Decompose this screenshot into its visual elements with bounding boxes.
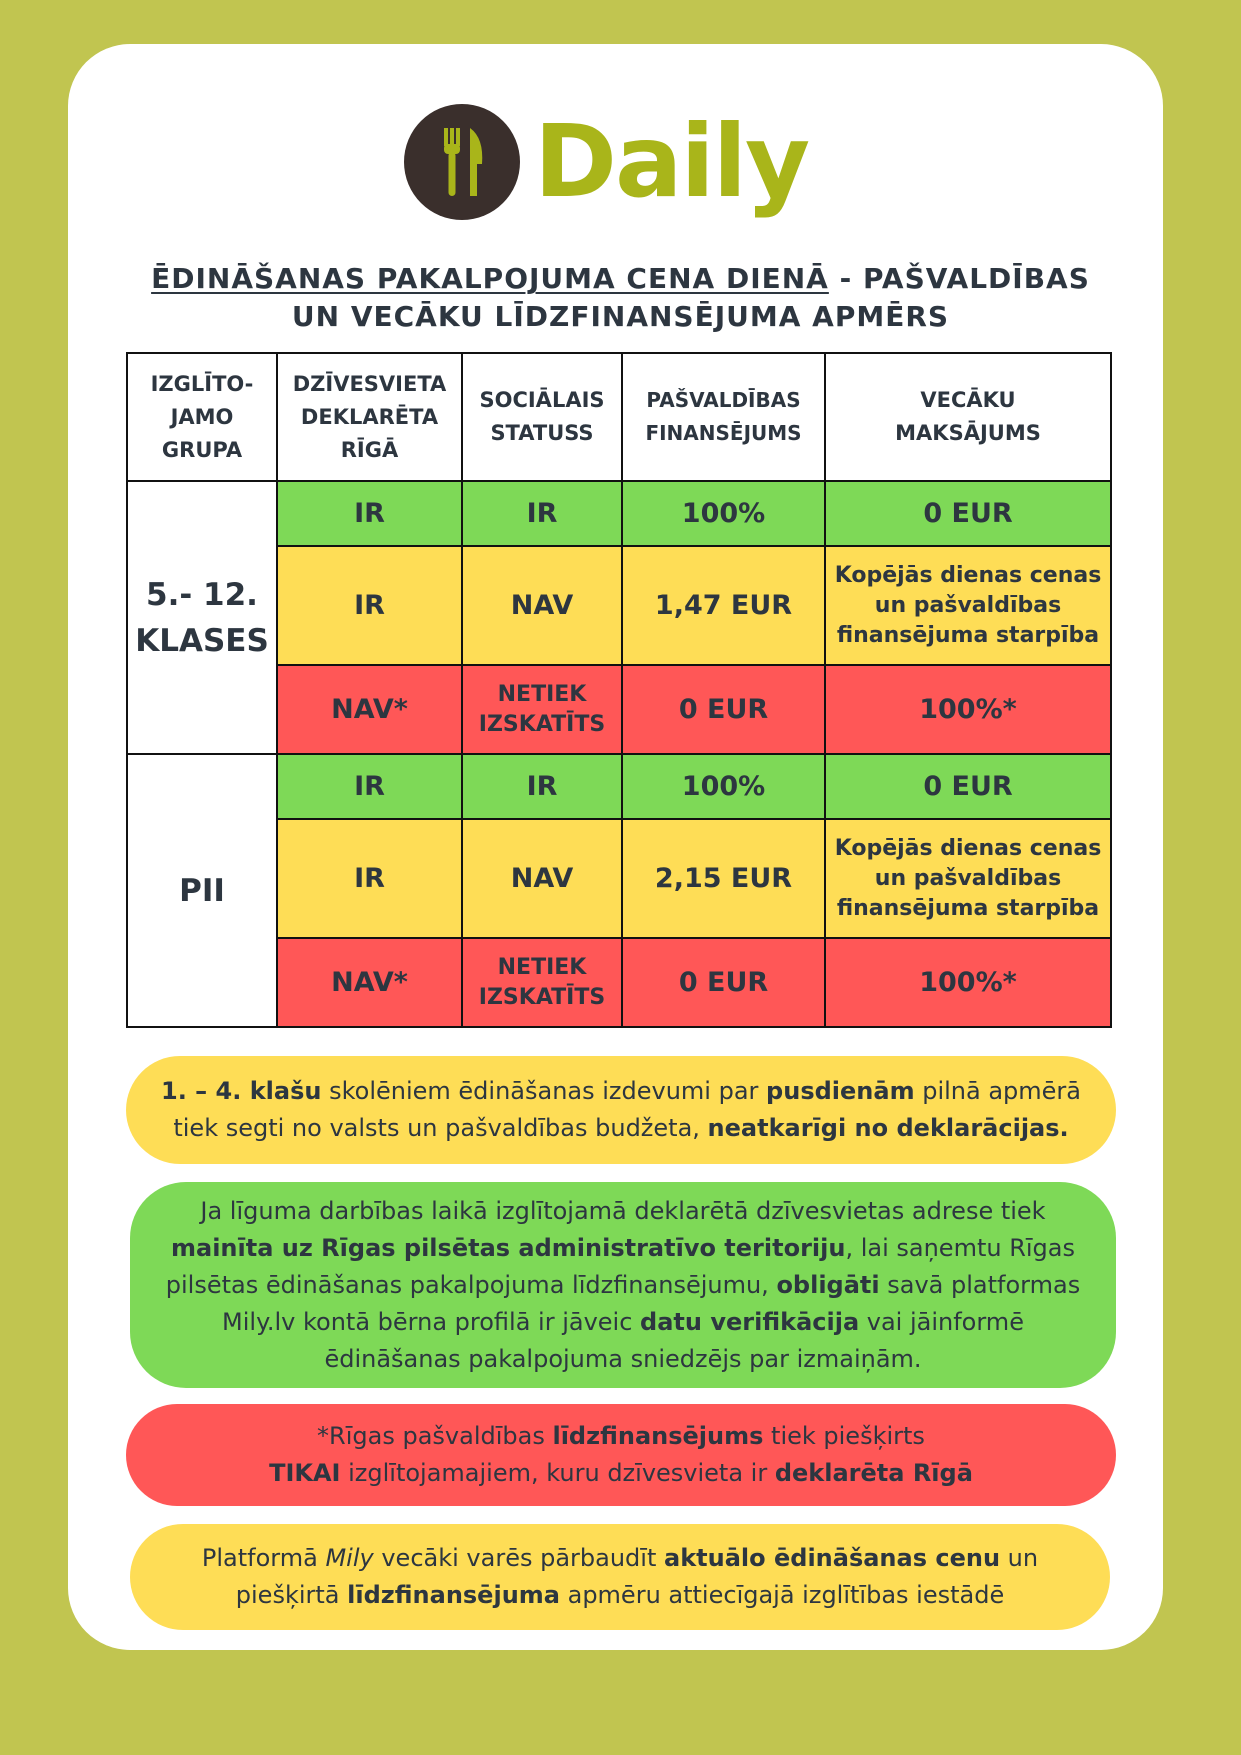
header-text: IZGLĪTO- (150, 371, 254, 396)
group-label-line: 5.- 12. (146, 576, 258, 613)
page-title (100, 260, 1141, 336)
parents-cell: 0 EUR (825, 481, 1111, 546)
funding-cell: 1,47 EUR (622, 546, 825, 665)
parents-cell: 100%* (825, 665, 1111, 754)
note-span: pilnā apmērā (914, 1077, 1081, 1105)
note-span: Platformā (201, 1544, 326, 1572)
declared-cell: NAV* (277, 665, 462, 754)
funding-cell: 0 EUR (622, 665, 825, 754)
note-span: vecāki varēs pārbaudīt (373, 1544, 664, 1572)
note-mily-platform (130, 1524, 1110, 1630)
note-span: skolēniem ēdināšanas izdevumi par (321, 1077, 767, 1105)
declared-cell: IR (277, 754, 462, 819)
note-grades-1-4 (126, 1056, 1116, 1164)
title-line2: UN VECĀKU LĪDZFINANSĒJUMA APMĒRS (291, 300, 950, 333)
note-span: Ja līguma darbības laikā izglītojamā deklarētā dzīvesvietas adrese tiek (200, 1196, 1046, 1225)
note-text (166, 1193, 1080, 1378)
note-cofinancing (126, 1404, 1116, 1506)
fork-knife-icon (404, 104, 520, 220)
note-span: *Rīgas pašvaldības (317, 1422, 553, 1450)
parents-cell: 0 EUR (825, 754, 1111, 819)
note-address-change (130, 1182, 1116, 1388)
note-text (269, 1418, 973, 1492)
declared-cell: NAV* (277, 938, 462, 1027)
group-label (127, 481, 277, 754)
header-text: RĪGĀ (340, 437, 399, 462)
note-bold: neatkarīgi no deklarācijas. (707, 1114, 1069, 1142)
header-text: PAŠVALDĪBAS (646, 388, 801, 412)
parents-cell (825, 819, 1111, 938)
header-text: GRUPA (161, 437, 243, 462)
group-label-line: KLASES (135, 622, 269, 659)
header-declared (277, 353, 462, 481)
note-italic: Mily (325, 1544, 374, 1572)
note-bold: obligāti (776, 1270, 880, 1299)
note-bold: 1. – 4. klašu (161, 1077, 322, 1105)
header-text: DZĪVESVIETA (292, 371, 447, 396)
header-text: STATUSS (490, 421, 594, 445)
table-row (127, 754, 1111, 819)
note-span: Mily.lv kontā bērna profilā ir jāveic (222, 1307, 641, 1336)
note-span: vai jāinformē (859, 1307, 1024, 1336)
parents-line: Kopējās dienas cenas (834, 562, 1102, 588)
pricing-table (126, 352, 1112, 1028)
header-text: MAKSĀJUMS (895, 421, 1041, 445)
social-cell: IR (462, 481, 622, 546)
header-parents (825, 353, 1111, 481)
note-text (161, 1073, 1081, 1147)
parents-cell (825, 546, 1111, 665)
parents-line: un pašvaldības (874, 592, 1062, 618)
note-span: ēdināšanas pakalpojuma sniedzējs par izmaiņām. (324, 1344, 922, 1373)
social-line: NETIEK (497, 681, 587, 707)
funding-cell: 100% (622, 754, 825, 819)
header-text: FINANSĒJUMS (645, 421, 802, 445)
social-line: NETIEK (497, 954, 587, 980)
note-span: savā platformas (879, 1270, 1081, 1299)
note-span: apmēru attiecīgajā izglītības iestādē (559, 1581, 1005, 1609)
funding-cell: 0 EUR (622, 938, 825, 1027)
header-group (127, 353, 277, 481)
social-cell (462, 665, 622, 754)
funding-cell: 2,15 EUR (622, 819, 825, 938)
note-bold: mainīta uz Rīgas pilsētas administratīvo teritoriju (171, 1233, 846, 1262)
declared-cell: IR (277, 819, 462, 938)
parents-line: finansējuma starpība (836, 895, 1100, 921)
parents-line: finansējuma starpība (836, 622, 1100, 648)
header-funding (622, 353, 825, 481)
note-bold: pusdienām (766, 1077, 915, 1105)
note-span: pilsētas ēdināšanas pakalpojuma līdzfinansējumu, (165, 1270, 777, 1299)
header-social (462, 353, 622, 481)
social-cell: NAV (462, 819, 622, 938)
daily-logo (404, 104, 814, 232)
social-line: IZSKATĪTS (478, 984, 606, 1010)
note-text (202, 1540, 1038, 1614)
brand-name: Daily (534, 103, 809, 220)
note-bold: līdzfinansējuma (347, 1581, 560, 1609)
social-line: IZSKATĪTS (478, 711, 606, 737)
parents-line: Kopējās dienas cenas (834, 835, 1102, 861)
note-bold: datu verifikācija (640, 1307, 860, 1336)
note-span: , lai saņemtu Rīgas (845, 1233, 1075, 1262)
note-bold: līdzfinansējums (552, 1422, 764, 1450)
header-text: JAMO (170, 404, 234, 429)
header-text: DEKLARĒTA (300, 404, 439, 429)
declared-cell: IR (277, 546, 462, 665)
note-span: izglītojamajiem, kuru dzīvesvieta ir (340, 1459, 775, 1487)
header-text: VECĀKU (920, 388, 1016, 412)
note-span: tiek segti no valsts un pašvaldības budžeta, (173, 1114, 708, 1142)
group-label-line: PII (179, 872, 225, 909)
table-header-row (127, 353, 1111, 481)
parents-line: un pašvaldības (874, 865, 1062, 891)
note-span: piešķirtā (235, 1581, 348, 1609)
social-cell: NAV (462, 546, 622, 665)
social-cell (462, 938, 622, 1027)
social-cell: IR (462, 754, 622, 819)
group-label (127, 754, 277, 1027)
note-span: tiek piešķirts (763, 1422, 925, 1450)
note-bold: TIKAI (269, 1459, 341, 1487)
table-row (127, 481, 1111, 546)
title-rest: - PAŠVALDĪBAS (828, 262, 1090, 295)
note-bold: deklarēta Rīgā (774, 1459, 973, 1487)
note-span: un (1000, 1544, 1039, 1572)
funding-cell: 100% (622, 481, 825, 546)
parents-cell: 100%* (825, 938, 1111, 1027)
declared-cell: IR (277, 481, 462, 546)
note-bold: aktuālo ēdināšanas cenu (664, 1544, 1001, 1572)
title-underlined: ĒDINĀŠANAS PAKALPOJUMA CENA DIENĀ (151, 262, 829, 295)
header-text: SOCIĀLAIS (479, 388, 605, 412)
